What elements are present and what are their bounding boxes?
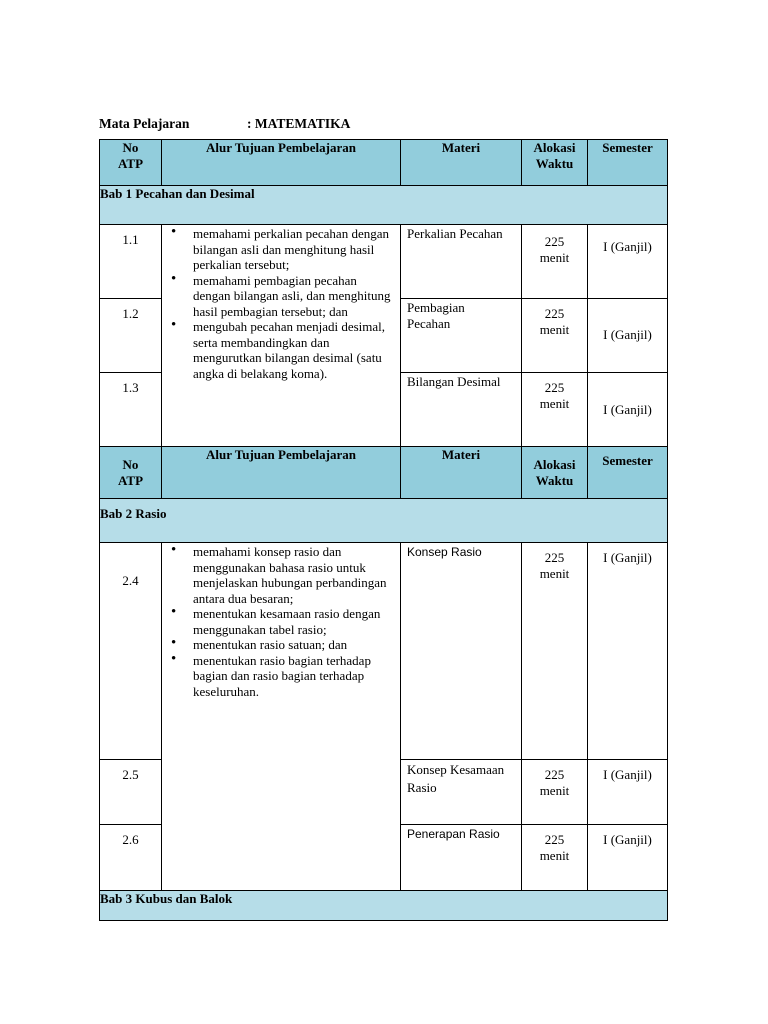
goal-item: • mengubah pecahan menjadi desimal, serta membandingkan dan mengurutkan bilangan desimal (satu angka di belakang koma). xyxy=(193,319,394,381)
chapter-title: Bab 3 Kubus dan Balok xyxy=(100,891,668,921)
semester-cell: I (Ganjil) xyxy=(588,825,668,891)
goal-item: • menentukan rasio bagian terhadap bagian dan rasio bagian terhadap keseluruhan. xyxy=(193,653,394,700)
chapter-row xyxy=(100,499,668,543)
header-tujuan: Alur Tujuan Pembelajaran xyxy=(162,140,401,186)
table-row xyxy=(100,543,668,760)
table-row xyxy=(100,225,668,299)
header-semester: Semester xyxy=(588,140,668,186)
materi-cell: Konsep Kesamaan Rasio xyxy=(401,760,522,825)
subject-label: Mata Pelajaran xyxy=(99,116,190,131)
subject-value: : MATEMATIKA xyxy=(247,116,351,131)
header-no-atp: No ATP xyxy=(100,140,162,186)
header-tujuan: Alur Tujuan Pembelajaran xyxy=(162,447,401,499)
alokasi-cell: 225 menit xyxy=(522,825,588,891)
goal-list xyxy=(162,544,394,699)
alokasi-cell: 225 menit xyxy=(522,225,588,299)
header-semester: Semester xyxy=(588,447,668,499)
header-materi: Materi xyxy=(401,447,522,499)
chapter-title: Bab 1 Pecahan dan Desimal xyxy=(100,186,668,225)
semester-cell: I (Ganjil) xyxy=(588,373,668,447)
goal-list xyxy=(162,226,394,381)
alokasi-cell: 225 menit xyxy=(522,543,588,760)
goal-item: • memahami pembagian pecahan dengan bilangan asli, dan menghitung hasil pembagian tersebut; dan xyxy=(193,273,394,320)
tujuan-cell xyxy=(162,225,401,447)
alokasi-cell: 225 menit xyxy=(522,373,588,447)
header-alokasi: Alokasi Waktu xyxy=(522,447,588,499)
materi-cell: Konsep Rasio xyxy=(401,543,522,760)
subject-line xyxy=(99,116,350,132)
header-materi: Materi xyxy=(401,140,522,186)
atp-table xyxy=(99,139,668,921)
chapter-row xyxy=(100,891,668,921)
materi-cell: Perkalian Pecahan xyxy=(401,225,522,299)
chapter-row xyxy=(100,186,668,225)
atp-number: 2.5 xyxy=(100,760,162,825)
materi-cell: Penerapan Rasio xyxy=(401,825,522,891)
materi-cell: Pembagian Pecahan xyxy=(401,299,522,373)
table-header xyxy=(100,140,668,186)
alokasi-cell: 225 menit xyxy=(522,760,588,825)
atp-number: 2.4 xyxy=(100,543,162,760)
semester-cell: I (Ganjil) xyxy=(588,760,668,825)
semester-cell: I (Ganjil) xyxy=(588,225,668,299)
goal-item: • memahami konsep rasio dan menggunakan bahasa rasio untuk menjelaskan hubungan perbandingan antara dua besaran; xyxy=(193,544,394,606)
materi-cell: Bilangan Desimal xyxy=(401,373,522,447)
chapter-title: Bab 2 Rasio xyxy=(100,499,668,543)
table-header xyxy=(100,447,668,499)
atp-number: 2.6 xyxy=(100,825,162,891)
goal-item: • memahami perkalian pecahan dengan bilangan asli dan menghitung hasil perkalian tersebut; xyxy=(193,226,394,273)
goal-item: • menentukan rasio satuan; dan xyxy=(193,637,394,653)
semester-cell: I (Ganjil) xyxy=(588,543,668,760)
header-no-atp: No ATP xyxy=(100,447,162,499)
atp-number: 1.1 xyxy=(100,225,162,299)
goal-item: • menentukan kesamaan rasio dengan menggunakan tabel rasio; xyxy=(193,606,394,637)
atp-number: 1.3 xyxy=(100,373,162,447)
atp-number: 1.2 xyxy=(100,299,162,373)
semester-cell: I (Ganjil) xyxy=(588,299,668,373)
tujuan-cell xyxy=(162,543,401,891)
alokasi-cell: 225 menit xyxy=(522,299,588,373)
header-alokasi: Alokasi Waktu xyxy=(522,140,588,186)
